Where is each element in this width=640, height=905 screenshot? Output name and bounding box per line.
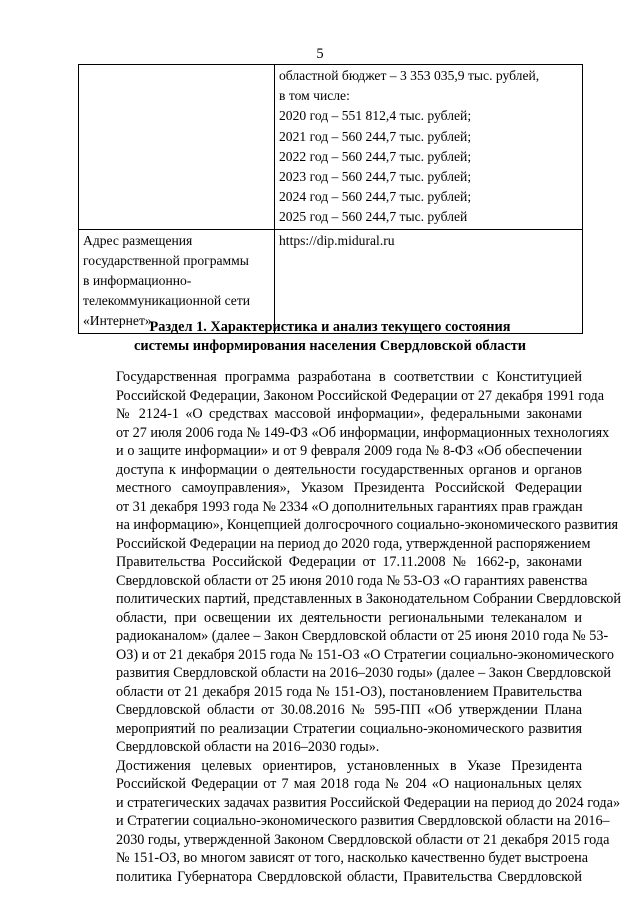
budget-2024-line: 2024 год – 560 244,7 тыс. рублей; — [279, 189, 472, 205]
paragraph-line: области от 21 декабря 2015 года № 151-ОЗ), постановлением Правительства — [116, 683, 582, 700]
address-label-line: Адрес размещения — [83, 232, 193, 248]
paragraph-line: и стратегических задачах развития Российской Федерации на период до 2024 года» — [116, 794, 621, 811]
budget-2020-line: 2020 год – 551 812,4 тыс. рублей; — [279, 108, 472, 124]
paragraph-line: радиоканалом» (далее – Закон Свердловской области от 25 июня 2010 года № 53- — [116, 628, 609, 644]
paragraph-line: мероприятий по реализации Стратегии социально-экономического развития — [116, 720, 582, 737]
body-text — [78, 368, 621, 886]
paragraph-line: Достижения целевых ориентиров, установленных в Указе Президента — [116, 757, 582, 774]
paragraph-line: и о защите информации» и от 9 февраля 2009 года № 8-ФЗ «Об обеспечении — [116, 443, 582, 459]
address-label-line: в информационно- — [83, 273, 192, 289]
paragraph-line: области, при освещении их деятельности региональными телеканалом и — [116, 609, 582, 626]
paragraph-legal-basis — [78, 368, 621, 757]
page-number: 5 — [316, 46, 324, 62]
paragraph-line: Российской Федерации от 7 мая 2018 года № 204 «О национальных целях — [116, 776, 582, 792]
paragraph-line: Российской Федерации на период до 2020 года, утвержденной распоряжением — [116, 535, 591, 552]
paragraph-line: от 31 декабря 1993 года № 2334 «О дополнительных гарантиях прав граждан — [116, 498, 583, 515]
paragraph-line: и Стратегии социально-экономического развития Свердловской области на 2016– — [116, 813, 610, 829]
paragraph-line: Государственная программа разработана в соответствии с Конституцией — [116, 369, 582, 385]
section-title — [78, 318, 582, 356]
paragraph-line: ОЗ) и от 21 декабря 2015 года № 151-ОЗ «О Стратегии социально-экономического — [116, 646, 614, 663]
table-row-financing — [79, 65, 583, 230]
paragraph-line: Правительства Российской Федерации от 17.11.2008 № 1662-р, законами — [116, 554, 582, 570]
paragraph-line: Свердловской области от 25 июня 2010 года № 53-ОЗ «О гарантиях равенства — [116, 572, 588, 589]
section-title-line-2: системы информирования населения Свердловской области — [134, 338, 526, 354]
paragraph-line: 2030 годы, утвержденной Законом Свердловской области от 21 декабря 2015 года — [116, 831, 610, 848]
program-url-link[interactable]: https://dip.midural.ru — [279, 232, 395, 248]
address-label-line: государственной программы — [83, 252, 249, 268]
budget-2025-line: 2025 год – 560 244,7 тыс. рублей — [279, 209, 468, 225]
section-title-line-1: Раздел 1. Характеристика и анализ текущего состояния — [149, 319, 511, 335]
budget-2021-line: 2021 год – 560 244,7 тыс. рублей; — [279, 128, 472, 144]
paragraph-line: доступа к информации о деятельности государственных органов и органов — [116, 461, 582, 478]
paragraph-line: политика Губернатора Свердловской области, Правительства Свердловской — [116, 868, 582, 885]
budget-2022-line: 2022 год – 560 244,7 тыс. рублей; — [279, 148, 472, 164]
address-label-line: телекоммуникационной сети — [83, 293, 251, 309]
budget-total-line: областной бюджет – 3 353 035,9 тыс. рублей, — [279, 68, 540, 83]
budget-2023-line: 2023 год – 560 244,7 тыс. рублей; — [279, 169, 472, 185]
financing-values-cell — [275, 65, 583, 230]
paragraph-line: Российской Федерации, Законом Российской Федерации от 27 декабря 1991 года — [116, 387, 605, 404]
paragraph-line: № 151-ОЗ, во многом зависят от того, насколько качественно будет выстроена — [116, 850, 589, 866]
address-label-line: «Интернет» — [83, 313, 152, 329]
program-passport-table — [78, 64, 583, 334]
paragraph-line: Свердловской области на 2016–2030 годы». — [116, 739, 380, 755]
budget-including-line: в том числе: — [279, 88, 350, 104]
paragraph-line: местного самоуправления», Указом Президента Российской Федерации — [116, 480, 582, 496]
paragraph-line: № 2124-1 «О средствах массовой информации», федеральными законами — [116, 406, 582, 422]
paragraph-targets — [78, 757, 621, 887]
paragraph-line: политических партий, представленных в Законодательном Собрании Свердловской — [116, 591, 621, 607]
paragraph-line: от 27 июля 2006 года № 149-ФЗ «Об информации, информационных технологиях — [116, 424, 610, 441]
paragraph-line: на информацию», Концепцией долгосрочного социально-экономического развития — [116, 517, 619, 533]
financing-label-cell — [79, 65, 275, 230]
paragraph-line: развития Свердловской области на 2016–2030 годы» (далее – Закон Свердловской — [116, 665, 611, 681]
paragraph-line: Свердловской области от 30.08.2016 № 595-ПП «Об утверждении Плана — [116, 702, 582, 718]
